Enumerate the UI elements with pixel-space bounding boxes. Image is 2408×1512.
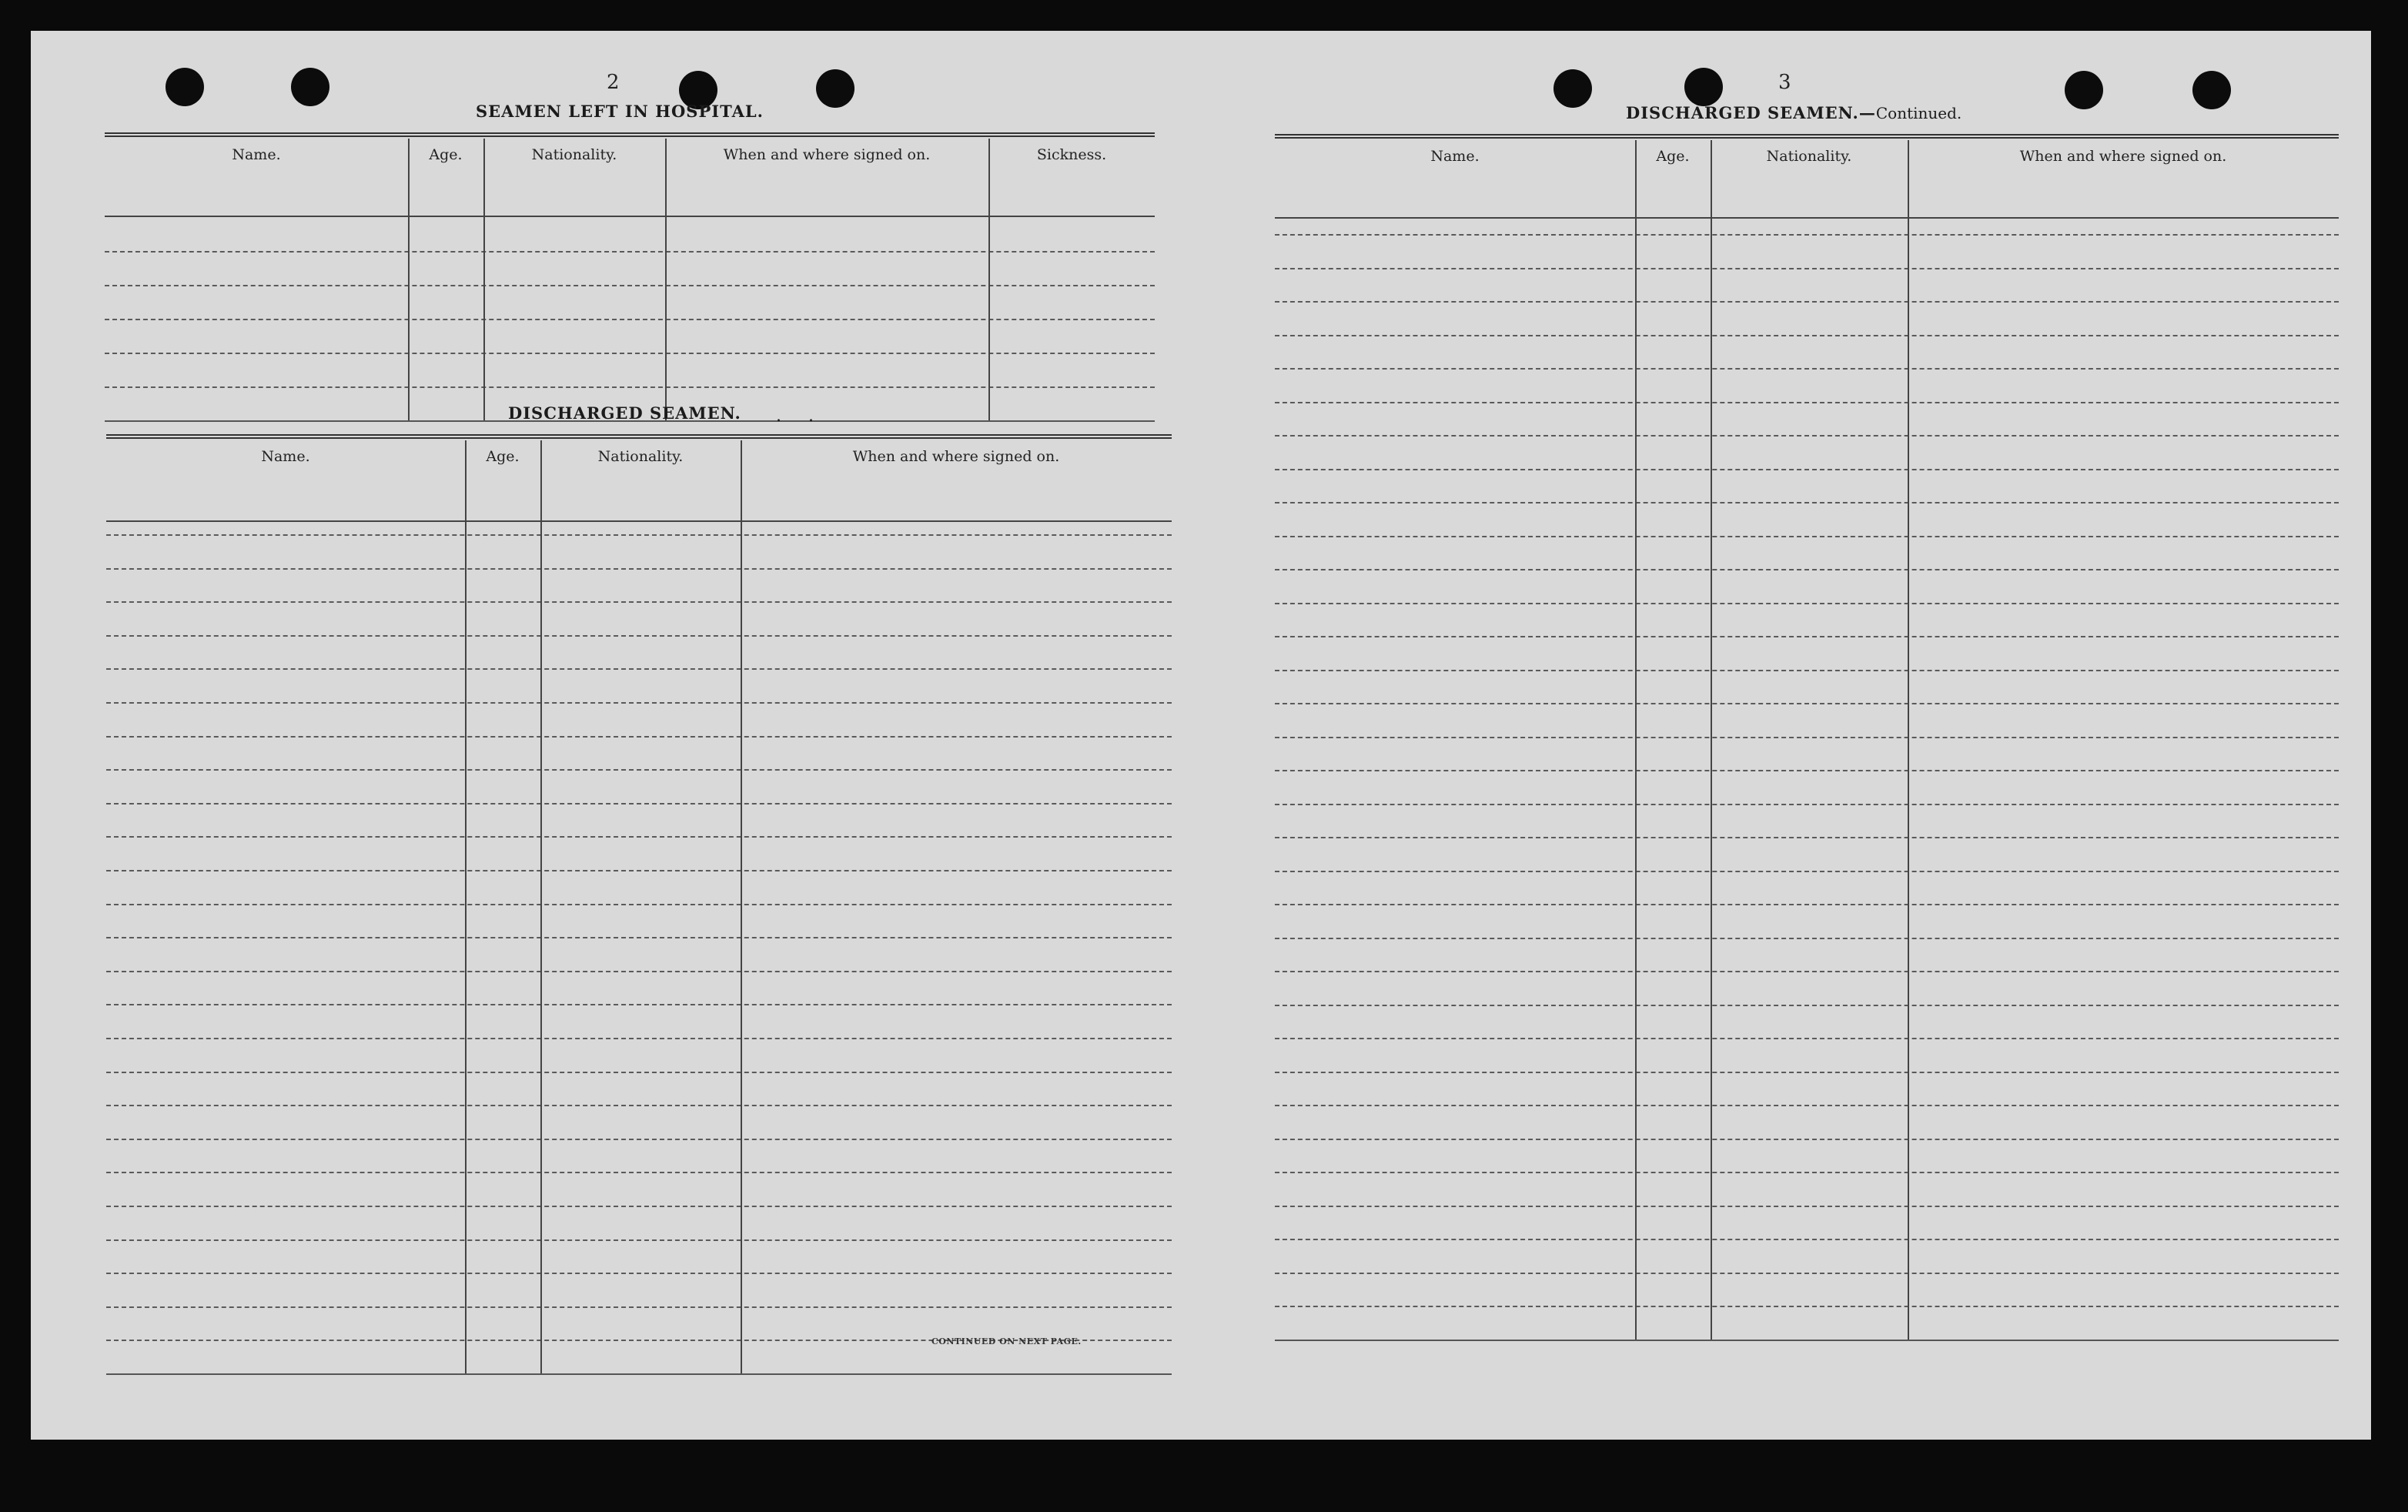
table-row [1275,703,2339,704]
discharged-continued-top-rule [1275,134,2339,139]
table-row [1275,837,2339,838]
table-row [106,1306,1172,1308]
discharged-continued-header-name: Name. [1430,148,1480,165]
table-row [1275,670,2339,671]
hospital-header-nationality: Nationality. [531,146,617,163]
discharged-column-divider [465,440,467,1373]
table-row [1275,368,2339,370]
table-row [1275,335,2339,336]
discharged-continued-header-nationality: Nationality. [1766,148,1852,165]
table-row [1275,502,2339,503]
hospital-header-age: Age. [429,146,463,163]
table-row [106,803,1172,805]
table-row [1275,435,2339,437]
table-row [106,534,1172,536]
table-row [1275,770,2339,771]
table-row [106,635,1172,637]
table-row [1275,1306,2339,1307]
table-row [106,568,1172,570]
table-row [106,836,1172,838]
continued-footer: CONTINUED ON NEXT PAGE. [931,1336,1082,1346]
discharged-continued-column-divider [1908,140,1909,1340]
table-row [106,971,1172,972]
table-row [1275,469,2339,470]
discharged-continued-header-rule [1275,217,2339,219]
table-row [105,353,1155,354]
hospital-column-divider [408,139,410,420]
hospital-header-when-and-where-signed-on: When and where signed on. [723,146,931,163]
table-row [1275,1239,2339,1240]
table-row [1275,402,2339,403]
table-row [1275,1038,2339,1039]
table-row [1275,1105,2339,1106]
ledger-sheet [31,31,2371,1440]
discharged-column-divider [741,440,742,1373]
table-row [106,1038,1172,1039]
table-row [105,386,1155,388]
hospital-section-title: SEAMEN LEFT IN HOSPITAL. [476,102,764,121]
table-row [106,736,1172,738]
table-row [1275,804,2339,805]
continued-label: Continued. [1875,104,1962,122]
discharged-continued-title-main: DISCHARGED SEAMEN.— [1626,103,1876,122]
punch-hole [816,69,855,108]
hospital-header-rule [105,216,1155,217]
table-row [1275,1172,2339,1173]
discharged-continued-header-when-and-where-signed-on: When and where signed on. [2019,148,2227,165]
discharged-header-name: Name. [261,448,310,465]
discharged-section-title: DISCHARGED SEAMEN. [508,403,741,423]
discharged-continued-title [1626,103,1962,122]
table-row [106,1004,1172,1005]
hospital-table [105,132,1155,425]
discharged-top-rule [106,434,1172,439]
hospital-header-sickness: Sickness. [1036,146,1107,163]
table-row [1275,871,2339,872]
discharged-column-divider [540,440,542,1373]
punch-hole [1553,69,1592,108]
table-row [106,904,1172,905]
table-row [1275,1139,2339,1140]
left-page-number: 2 [607,71,620,94]
table-row [106,937,1172,938]
table-row [106,769,1172,771]
table-row [1275,938,2339,939]
hospital-column-divider [483,139,485,420]
table-row [106,870,1172,871]
table-row [1275,536,2339,537]
table-row [1275,971,2339,972]
hospital-header-name: Name. [232,146,281,163]
table-row [106,1072,1172,1073]
table-row [1275,636,2339,637]
punch-hole [1684,68,1723,106]
discharged-header-rule [106,520,1172,522]
discharged-continued-header-age: Age. [1656,148,1690,165]
discharged-header-age: Age. [486,448,520,465]
table-row [106,702,1172,704]
right-page-number: 3 [1778,71,1791,94]
table-row [1275,1273,2339,1274]
table-row [106,668,1172,670]
discharged-continued-column-divider [1711,140,1712,1340]
table-row [1275,1005,2339,1006]
discharged-bottom-rule [106,1373,1172,1375]
table-row [1275,569,2339,570]
discharged-continued-column-divider [1635,140,1637,1340]
table-row [1275,904,2339,905]
table-row [1275,268,2339,269]
table-row [1275,1072,2339,1073]
discharged-continued-bottom-rule [1275,1340,2339,1341]
table-row [106,1273,1172,1274]
table-row [1275,301,2339,303]
table-row [105,319,1155,320]
table-row [106,601,1172,603]
table-row [1275,737,2339,738]
discharged-table [106,434,1172,1332]
table-row [105,285,1155,286]
hospital-column-divider [665,139,667,420]
table-row [106,1206,1172,1207]
punch-hole [291,68,329,106]
discharged-header-nationality: Nationality. [597,448,684,465]
table-row [1275,234,2339,236]
punch-hole [2192,71,2231,109]
table-row [106,1239,1172,1241]
table-row [106,1172,1172,1173]
table-row [106,1139,1172,1140]
discharged-header-when-and-where-signed-on: When and where signed on. [852,448,1060,465]
stray-dots: . . [776,406,824,426]
table-row [105,251,1155,253]
hospital-column-divider [988,139,990,420]
punch-hole [2065,71,2103,109]
punch-hole [166,68,204,106]
table-row [1275,1206,2339,1207]
table-row [106,1105,1172,1106]
table-row [1275,603,2339,604]
discharged-continued-table [1275,134,2339,1335]
hospital-top-rule [105,132,1155,137]
